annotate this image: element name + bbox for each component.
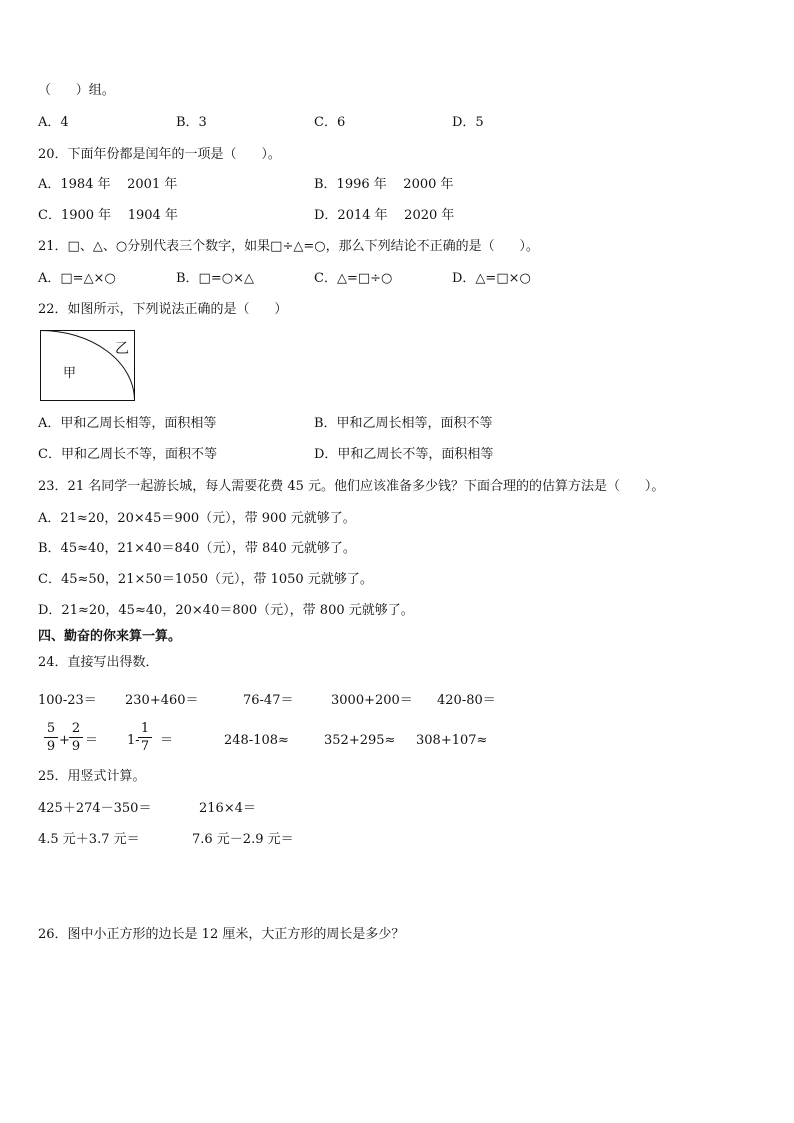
q21-option-d[interactable]: D．△=□×○ (452, 271, 531, 286)
q25-item-4: 7.6 元－2.9 元＝ (192, 832, 294, 847)
q23-option-b[interactable]: B．45≈40，21×40＝840（元），带 840 元就够了。 (38, 541, 356, 556)
q24-item-5: 420-80＝ (437, 693, 496, 708)
q25-stem: 25．用竖式计算。 (38, 769, 146, 784)
q24-equals-2: ＝ (160, 733, 174, 748)
q19-option-a[interactable]: A．4 (38, 115, 69, 130)
q22-stem: 22．如图所示，下列说法正确的是（ ） (38, 302, 288, 317)
q19-option-d[interactable]: D．5 (452, 115, 484, 130)
q24-stem: 24．直接写出得数． (38, 655, 159, 670)
q24-one-minus: 1- (127, 733, 140, 748)
q21-stem: 21．□、△、○分别代表三个数字，如果□÷△=○，那么下列结论不正确的是（ ）。 (38, 239, 539, 254)
section-4-title: 四、勤奋的你来算一算。 (38, 629, 182, 644)
q24-fraction-c (138, 721, 152, 754)
q24-fraction-c-numerator: 1 (140, 721, 150, 736)
q24-item-4: 3000+200＝ (331, 693, 413, 708)
q24-plus-sign: + (59, 733, 70, 748)
q23-option-a[interactable]: A．21≈20，20×45＝900（元），带 900 元就够了。 (38, 511, 356, 526)
q24-fraction-a (44, 721, 58, 754)
q20-option-a[interactable]: A．1984 年 2001 年 (38, 177, 178, 192)
q24-fraction-b-numerator: 2 (71, 721, 81, 736)
q19-option-b[interactable]: B．3 (176, 115, 207, 130)
fraction-bar (44, 737, 58, 738)
q20-option-c[interactable]: C．1900 年 1904 年 (38, 208, 178, 223)
q24-item-2: 230+460＝ (125, 693, 199, 708)
q24-item-10: 308+107≈ (416, 733, 488, 748)
q24-fraction-a-numerator: 5 (46, 721, 56, 736)
q23-option-d[interactable]: D．21≈20，45≈40，20×40＝800（元），带 800 元就够了。 (38, 603, 414, 618)
q22-label-jia: 甲 (63, 366, 77, 381)
q20-option-d[interactable]: D．2014 年 2020 年 (314, 208, 455, 223)
q26-stem: 26．图中小正方形的边长是 12 厘米，大正方形的周长是多少？ (38, 927, 405, 942)
q20-stem: 20．下面年份都是闰年的一项是（ ）。 (38, 147, 281, 162)
q24-equals-1: ＝ (85, 733, 99, 748)
q19-option-c[interactable]: C．6 (314, 115, 346, 130)
q24-item-3: 76-47＝ (243, 693, 294, 708)
q22-option-a[interactable]: A．甲和乙周长相等，面积相等 (38, 416, 217, 431)
q25-item-1: 425＋274－350＝ (38, 801, 152, 816)
q21-option-b[interactable]: B．□=○×△ (176, 271, 254, 286)
q24-fraction-c-denominator: 7 (140, 739, 150, 754)
q25-item-2: 216×4＝ (199, 801, 256, 816)
q22-option-b[interactable]: B．甲和乙周长相等，面积不等 (314, 416, 493, 431)
q24-fraction-a-denominator: 9 (46, 739, 56, 754)
q24-fraction-b-denominator: 9 (71, 739, 81, 754)
q24-item-1: 100-23＝ (38, 693, 97, 708)
q21-option-a[interactable]: A．□=△×○ (38, 271, 116, 286)
q23-option-c[interactable]: C．45≈50，21×50＝1050（元），带 1050 元就够了。 (38, 572, 373, 587)
q22-option-c[interactable]: C．甲和乙周长不等，面积不等 (38, 447, 217, 462)
q24-item-8: 248-108≈ (224, 733, 289, 748)
q21-option-c[interactable]: C．△=□÷○ (314, 271, 393, 286)
q23-stem: 23．21 名同学一起游长城，每人需要花费 45 元。他们应该准备多少钱？下面合理的的估算方法是（ ）。 (38, 479, 665, 494)
q19-stem-tail: （ ）组。 (38, 83, 115, 98)
q20-option-b[interactable]: B．1996 年 2000 年 (314, 177, 454, 192)
q24-fraction-b (69, 721, 83, 754)
q24-item-9: 352+295≈ (324, 733, 396, 748)
q25-item-3: 4.5 元＋3.7 元＝ (38, 832, 140, 847)
fraction-bar (69, 737, 83, 738)
fraction-bar (138, 737, 152, 738)
q22-option-d[interactable]: D．甲和乙周长不等，面积相等 (314, 447, 494, 462)
q22-label-yi: 乙 (115, 341, 129, 357)
